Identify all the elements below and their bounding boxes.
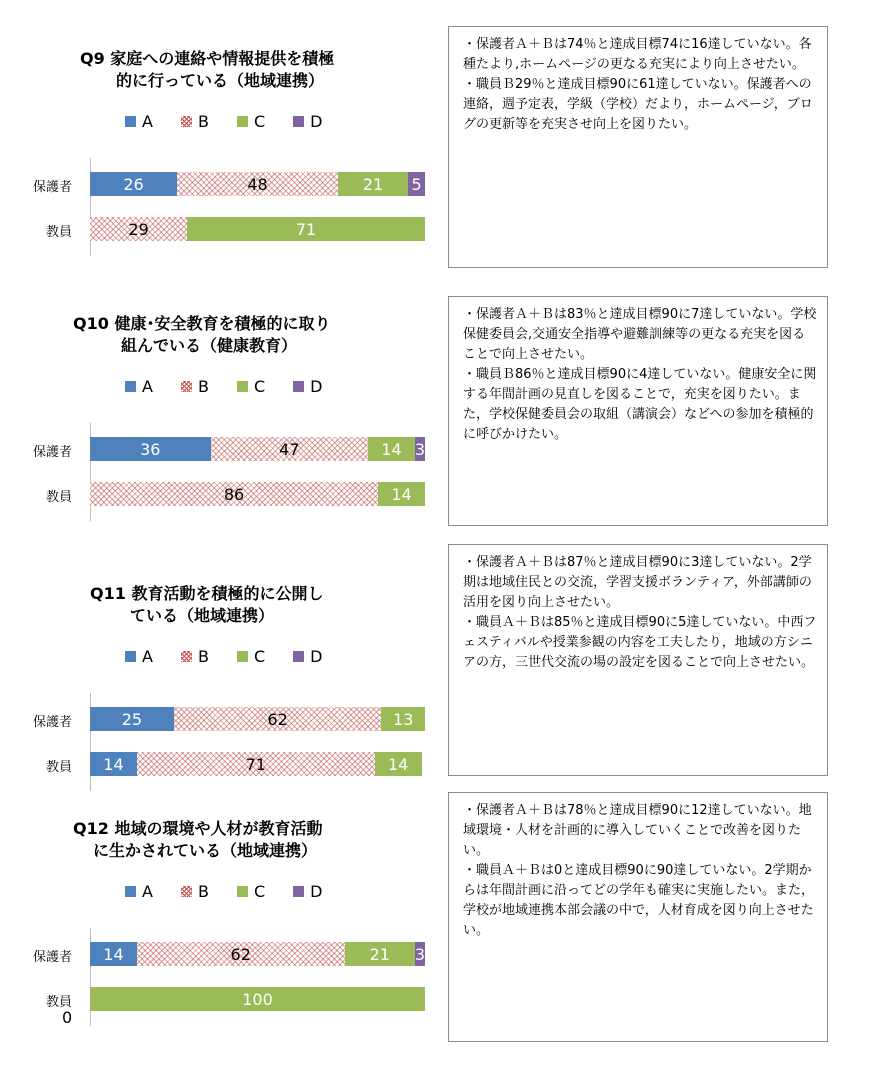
legend-label-A: A [142,112,153,131]
row-label-teacher: 教員 [45,225,72,240]
legend-swatch-B [181,886,192,897]
comment-box [448,26,828,268]
legend-label-C: C [253,112,266,131]
stacked-bar [90,217,425,241]
legend-swatch-D [293,651,304,662]
legend-item-A [125,882,153,901]
bar-segment-A: 36 [90,437,211,461]
legend-swatch-C [237,381,248,392]
legend-label-C: C [253,647,266,666]
row-label-guardian: 保護者 [32,180,72,195]
question-title [90,583,323,627]
legend-item-C [237,882,265,901]
row-label-teacher: 教員 [45,760,72,775]
bar-segment-D: 3 [415,942,425,966]
stacked-bar [90,172,425,196]
legend-label-A: A [142,377,153,396]
legend-item-D [293,647,322,666]
row-label-teacher: 教員 [45,995,72,1010]
legend-label-D: D [310,112,323,131]
comment-paragraph: ・職員Ｂ86％と達成目標90に4達していない。健康安全に関する年間計画の見直しを図ることで，充実を図りたい。また，学校保健委員会の取組（講演会）などへの参加を積極的に呼びかけたい。 [463,367,817,442]
comment-paragraph: ・保護者Ａ＋Ｂは87％と達成目標90に3達していない。2学期は地域住民との交流，学習支援ボランティア，外部講師の活用を図り向上させたい。 [463,555,812,610]
row-label-teacher: 教員 [45,490,72,505]
bar-segment-C: 71 [187,217,425,241]
legend-item-C [237,377,265,396]
legend-swatch-C [237,651,248,662]
bar-segment-B: 62 [137,942,345,966]
legend-swatch-D [293,381,304,392]
row-label-guardian: 保護者 [32,445,72,460]
row-label-guardian: 保護者 [32,950,72,965]
stacked-bar [90,942,425,966]
bar-segment-C: 13 [381,707,425,731]
stacked-bar [90,987,425,1011]
question-section-12 [0,770,871,1040]
legend-swatch-C [237,116,248,127]
legend-label-B: B [197,112,209,131]
bar-segment-D: 5 [408,172,425,196]
comment-box [448,544,828,776]
chart-legend [125,882,322,901]
bar-segment-C: 21 [338,172,408,196]
legend-label-C: C [253,882,266,901]
legend-item-B [181,882,209,901]
bar-segment-B: 86 [90,482,378,506]
legend-item-C [237,647,265,666]
legend-item-B [181,112,209,131]
legend-label-C: C [253,377,266,396]
bar-segment-A: 14 [90,752,137,776]
legend-swatch-B [181,116,192,127]
question-title [80,48,334,92]
comment-box [448,792,828,1042]
legend-item-D [293,882,322,901]
chart-legend [125,112,322,131]
bar-segment-C: 14 [378,482,425,506]
bar-segment-B: 71 [137,752,375,776]
legend-item-D [293,112,322,131]
legend-swatch-B [181,651,192,662]
question-title-line1: Q9 家庭への連絡や情報提供を積極 [80,49,335,68]
comment-paragraph: ・職員Ｂ29％と達成目標90に61達していない。保護者への連絡，週予定表，学級（学校）だより，ホームページ，ブログの更新等を充実させ向上を図りたい。 [463,77,813,132]
legend-swatch-A [125,116,136,127]
stacked-bar [90,707,425,731]
legend-label-B: B [197,647,209,666]
legend-label-A: A [142,882,153,901]
comment-paragraph: ・保護者Ａ＋Ｂは83％と達成目標90に7達していない。学校保健委員会,交通安全指導や避難訓練等の更なる充実を図ることで向上させたい。 [463,307,817,362]
bar-segment-B: 48 [177,172,338,196]
question-title-line1: Q10 健康･安全教育を積極的に取り [73,314,331,333]
question-title [73,313,330,357]
bar-segment-C: 21 [345,942,415,966]
bar-segment-D: 3 [415,437,425,461]
legend-item-C [237,112,265,131]
legend-item-B [181,377,209,396]
legend-item-D [293,377,322,396]
legend-item-A [125,377,153,396]
question-title [73,818,322,862]
legend-swatch-A [125,381,136,392]
question-section-11 [0,535,871,805]
bar-segment-B: 47 [211,437,368,461]
legend-swatch-A [125,651,136,662]
question-section-10 [0,265,871,535]
bar-segment-A: 25 [90,707,174,731]
legend-swatch-D [293,116,304,127]
legend-swatch-C [237,886,248,897]
legend-label-B: B [197,882,209,901]
legend-swatch-A [125,886,136,897]
comment-paragraph: ・保護者Ａ＋Ｂは78％と達成目標90に12達していない。地域環境・人材を計画的に導入していくことで改善を図りたい。 [463,803,812,858]
comment-paragraph: ・職員Ａ＋Ｂは0と達成目標90に90達していない。2学期からは年間計画に沿ってどの学年も確実に実施したい。また，学校が地域連携本部会議の中で，人材育成を図り向上させたい。 [463,863,815,938]
legend-swatch-B [181,381,192,392]
stacked-bar [90,437,425,461]
legend-swatch-D [293,886,304,897]
legend-label-B: B [197,377,209,396]
bar-segment-C: 14 [375,752,422,776]
question-title-line2: 組んでいる（健康教育） [121,336,298,355]
stacked-bar [90,482,425,506]
legend-item-A [125,112,153,131]
comment-paragraph: ・保護者Ａ＋Ｂは74％と達成目標74に16達していない。各種たより,ホームページの更なる充実により向上させたい。 [463,37,812,72]
bar-segment-A: 14 [90,942,137,966]
question-title-line2: ている（地域連携） [130,606,275,625]
legend-label-D: D [310,882,323,901]
bar-segment-C: 100 [90,987,425,1011]
bar-segment-A: 26 [90,172,177,196]
chart-legend [125,647,322,666]
bar-segment-B: 62 [174,707,382,731]
legend-label-D: D [310,647,323,666]
question-title-line2: 的に行っている（地域連携） [116,71,325,90]
axis-zero-label: 0 [62,1008,73,1027]
legend-label-A: A [142,647,153,666]
comment-box [448,296,828,526]
row-label-guardian: 保護者 [32,715,72,730]
chart-legend [125,377,322,396]
bar-segment-C: 14 [368,437,415,461]
question-title-line1: Q11 教育活動を積極的に公開し [90,584,324,603]
bar-segment-B: 29 [90,217,187,241]
legend-item-A [125,647,153,666]
comment-paragraph: ・職員Ａ＋Ｂは85％と達成目標90に5達していない。中西フェスティバルや授業参観の内容を工夫したり，地域の方シニアの方，三世代交流の場の設定を図ることで向上させたい。 [463,615,817,670]
legend-item-B [181,647,209,666]
question-title-line1: Q12 地域の環境や人材が教育活動 [73,819,323,838]
legend-label-D: D [310,377,323,396]
question-title-line2: に生かされている（地域連携） [93,841,318,860]
question-section-9 [0,0,871,270]
